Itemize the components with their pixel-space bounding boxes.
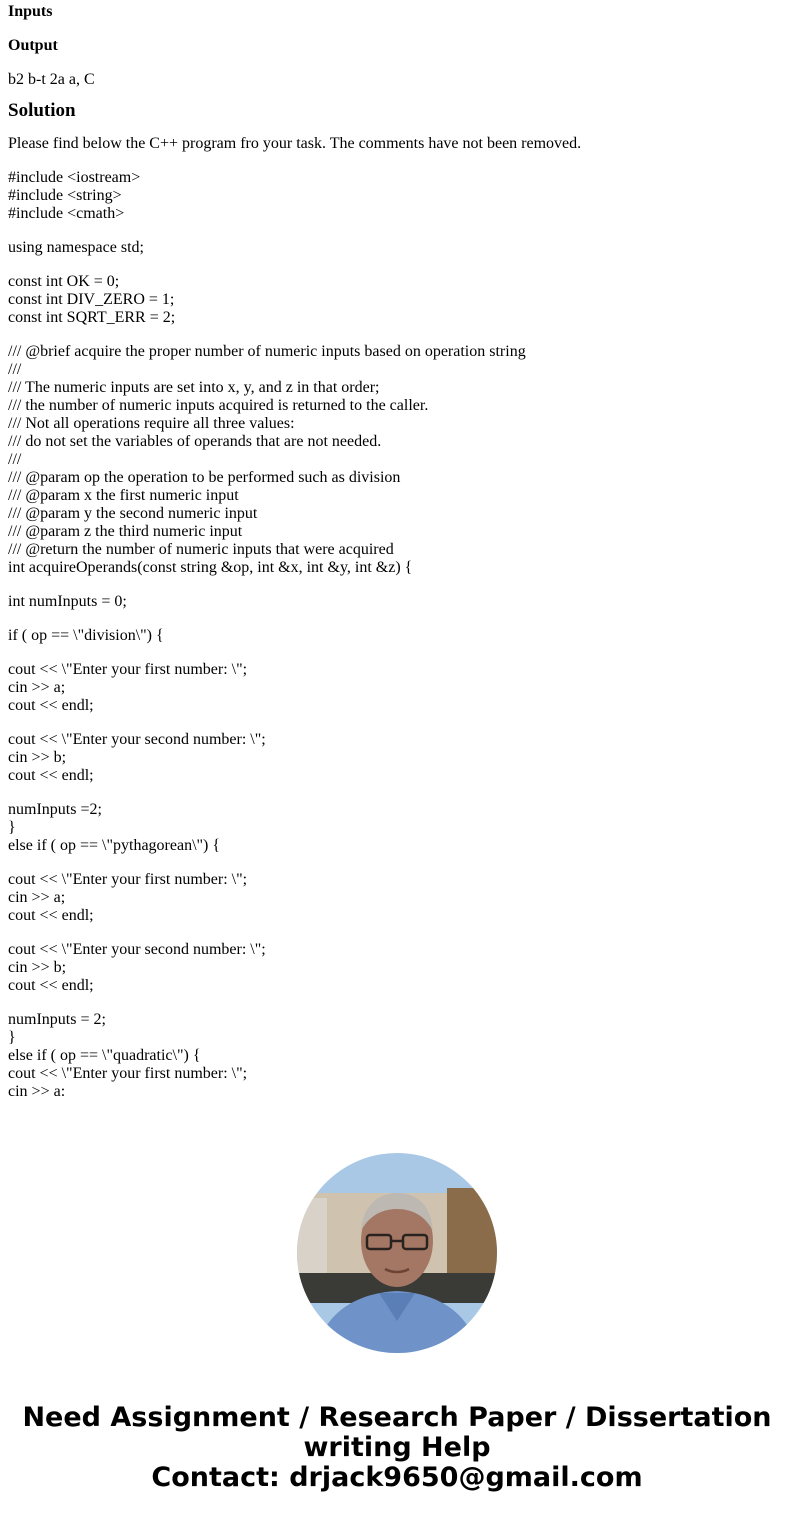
code-paragraph: [8, 593, 786, 611]
code-line: ///: [8, 361, 22, 378]
code-line: /// @brief acquire the proper number of numeric inputs based on operation string: [8, 343, 526, 360]
code-line: }: [8, 1029, 16, 1046]
code-line: /// do not set the variables of operands that are not needed.: [8, 433, 382, 450]
document-content: [8, 3, 786, 1117]
code-line: #include <string>: [8, 187, 122, 204]
output-value: b2 b-t 2a a, C: [8, 71, 95, 88]
code-line: /// @return the number of numeric inputs that were acquired: [8, 541, 394, 558]
code-line: ///: [8, 451, 22, 468]
solution-heading: Solution: [8, 100, 76, 121]
inputs-label: Inputs: [8, 3, 53, 20]
code-line: cin >> a;: [8, 889, 66, 906]
code-line: numInputs = 2;: [8, 1011, 106, 1028]
code-line: const int SQRT_ERR = 2;: [8, 309, 176, 326]
code-line: /// the number of numeric inputs acquired is returned to the caller.: [8, 397, 429, 414]
contact-banner: [0, 1403, 794, 1493]
code-line: numInputs =2;: [8, 801, 102, 818]
code-line: /// Not all operations require all three values:: [8, 415, 295, 432]
banner-line-2: writing Help: [303, 1432, 491, 1463]
code-paragraph: [8, 627, 786, 645]
code-line: #include <cmath>: [8, 205, 125, 222]
code-line: cin >> a;: [8, 679, 66, 696]
code-line: /// @param x the first numeric input: [8, 487, 239, 504]
solution-intro: Please find below the C++ program fro your task. The comments have not been removed.: [8, 135, 582, 152]
code-line: cout << endl;: [8, 697, 94, 714]
code-paragraph: [8, 731, 786, 785]
code-line: cin >> a:: [8, 1083, 66, 1100]
code-line: const int OK = 0;: [8, 273, 120, 290]
code-line: int numInputs = 0;: [8, 593, 127, 610]
output-label: Output: [8, 37, 58, 54]
code-line: /// The numeric inputs are set into x, y, and z in that order;: [8, 379, 380, 396]
code-paragraph: [8, 239, 786, 257]
code-listing: [8, 169, 786, 1101]
code-paragraph: [8, 801, 786, 855]
code-line: using namespace std;: [8, 239, 144, 256]
banner-contact-line: Contact: drjack9650@gmail.com: [151, 1462, 643, 1493]
code-line: const int DIV_ZERO = 1;: [8, 291, 175, 308]
code-paragraph: [8, 1011, 786, 1101]
code-line: cout << \"Enter your second number: \";: [8, 731, 266, 748]
code-paragraph: [8, 273, 786, 327]
code-paragraph: [8, 169, 786, 223]
code-paragraph: [8, 941, 786, 995]
code-paragraph: [8, 871, 786, 925]
code-line: cout << endl;: [8, 767, 94, 784]
code-line: /// @param op the operation to be performed such as division: [8, 469, 401, 486]
code-paragraph: [8, 661, 786, 715]
code-line: cin >> b;: [8, 749, 67, 766]
code-line: /// @param y the second numeric input: [8, 505, 258, 522]
code-line: cout << \"Enter your first number: \";: [8, 661, 248, 678]
author-photo: [297, 1153, 497, 1353]
code-line: cin >> b;: [8, 959, 67, 976]
code-line: cout << endl;: [8, 907, 94, 924]
banner-line-1: Need Assignment / Research Paper / Dissertation: [22, 1402, 772, 1433]
code-line: cout << \"Enter your second number: \";: [8, 941, 266, 958]
code-line: cout << \"Enter your first number: \";: [8, 871, 248, 888]
code-line: else if ( op == \"quadratic\") {: [8, 1047, 201, 1064]
code-line: else if ( op == \"pythagorean\") {: [8, 837, 221, 854]
code-line: /// @param z the third numeric input: [8, 523, 243, 540]
code-line: cout << endl;: [8, 977, 94, 994]
code-paragraph: [8, 343, 786, 577]
author-portrait-image: [297, 1153, 497, 1353]
code-line: int acquireOperands(const string &op, int &x, int &y, int &z) {: [8, 559, 413, 576]
code-line: }: [8, 819, 16, 836]
code-line: cout << \"Enter your first number: \";: [8, 1065, 248, 1082]
code-line: #include <iostream>: [8, 169, 141, 186]
code-line: if ( op == \"division\") {: [8, 627, 164, 644]
